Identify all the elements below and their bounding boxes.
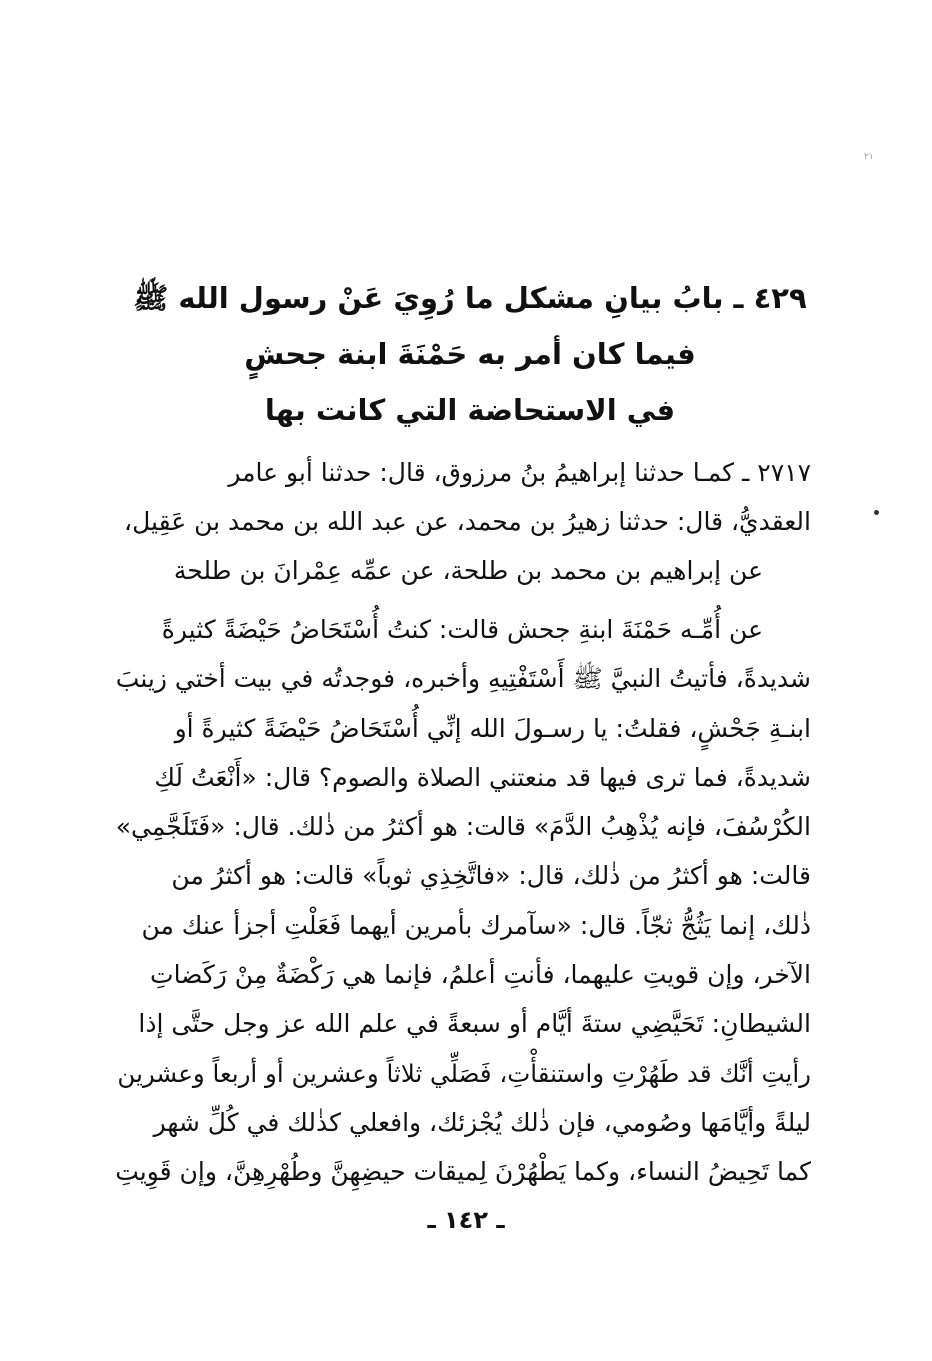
matn-line: ابنـةِ جَحْشٍ، فقلتُ: يا رسـولَ الله إنِّي أُسْتَحَاضُ حَيْضَةً كثيرةً أو bbox=[174, 713, 811, 743]
hadith-isnad bbox=[106, 448, 811, 595]
heading-line-1: ٤٢٩ ـ بابُ بيانِ مشكل ما رُوِيَ عَنْ رسول الله ﷺ bbox=[133, 281, 807, 315]
margin-dot-mark bbox=[874, 510, 879, 515]
matn-line: عن أُمِّـه حَمْنَةَ ابنةِ جحش قالت: كنتُ أُسْتَحَاضُ حَيْضَةً كثيرةً bbox=[161, 615, 763, 644]
matn-line: الشيطانِ: تَحَيَّضِي ستةَ أيَّام أو سبعةً في علم الله عز وجل حتَّى إذا bbox=[138, 1009, 811, 1039]
matn-line: ذٰلك، إنما يَثُجُّ ثجّاً. قال: «سآمرك بأمرين أيهما فَعَلْتِ أجزأ عنك من bbox=[141, 910, 811, 940]
corner-mark: ٢١ bbox=[864, 152, 874, 162]
isnad-line: عن إبراهيم بن محمد بن طلحة، عن عمِّه عِمْرانَ بن طلحة bbox=[173, 556, 763, 585]
matn-line: قالت: هو أكثرُ من ذٰلك، قال: «فاتَّخِذِي ثوباً» قالت: هو أكثرُ من bbox=[171, 861, 811, 891]
matn-line: الكُرْسُفَ، فإنه يُذْهِبُ الدَّمَ» قالت: هو أكثرُ من ذٰلك. قال: «فَتَلَجَّمِي» bbox=[115, 812, 811, 842]
matn-line: الآخر، وإن قويتِ عليهما، فأنتِ أعلمُ، فإنما هي رَكْضَةٌ مِنْ رَكَضاتِ bbox=[150, 960, 811, 990]
matn-line: شديدةً، فأتيتُ النبيَّ ﷺ أَسْتَفْتِيهِ وأخبره، فوجدتُه في بيت أختي زينبَ bbox=[115, 664, 811, 694]
isnad-line: ٢٧١٧ ـ كمـا حدثنا إبراهيمُ بنُ مرزوق، قال: حدثنا أبو عامر bbox=[228, 458, 811, 487]
matn-line: شديدةً، فما ترى فيها قد منعتني الصلاة والصوم؟ قال: «أَنْعَتُ لَكِ bbox=[154, 762, 811, 792]
heading-line-2: فيما كان أمر به حَمْنَةَ ابنة جحشٍ bbox=[244, 337, 696, 371]
page-number: ـ ١٤٢ ـ bbox=[427, 1206, 505, 1234]
matn-line: ليلةً وأيَّامَها وصُومي، فإن ذٰلك يُجْزئك، وافعلي كذٰلك في كُلِّ شهر bbox=[153, 1107, 811, 1137]
heading-line-3: في الاستحاضة التي كانت بها bbox=[264, 393, 676, 427]
isnad-line: العقديُّ، قال: حدثنا زهيرُ بن محمد، عن عبد الله بن محمد بن عَقِيل، bbox=[124, 507, 811, 536]
matn-line: رأيتِ أنَّك قد طَهُرْتِ واستنقأْتِ، فَصَلِّي ثلاثاً وعشرين أو أربعاً وعشرين bbox=[117, 1058, 811, 1088]
chapter-heading bbox=[100, 270, 840, 438]
hadith-matn bbox=[106, 605, 811, 1197]
matn-line: كما تَحِيضُ النساء، وكما يَطْهُرْنَ لِميقات حيضِهِنَّ وطُهْرِهِنَّ، وإن قَوِيتِ bbox=[115, 1157, 811, 1187]
